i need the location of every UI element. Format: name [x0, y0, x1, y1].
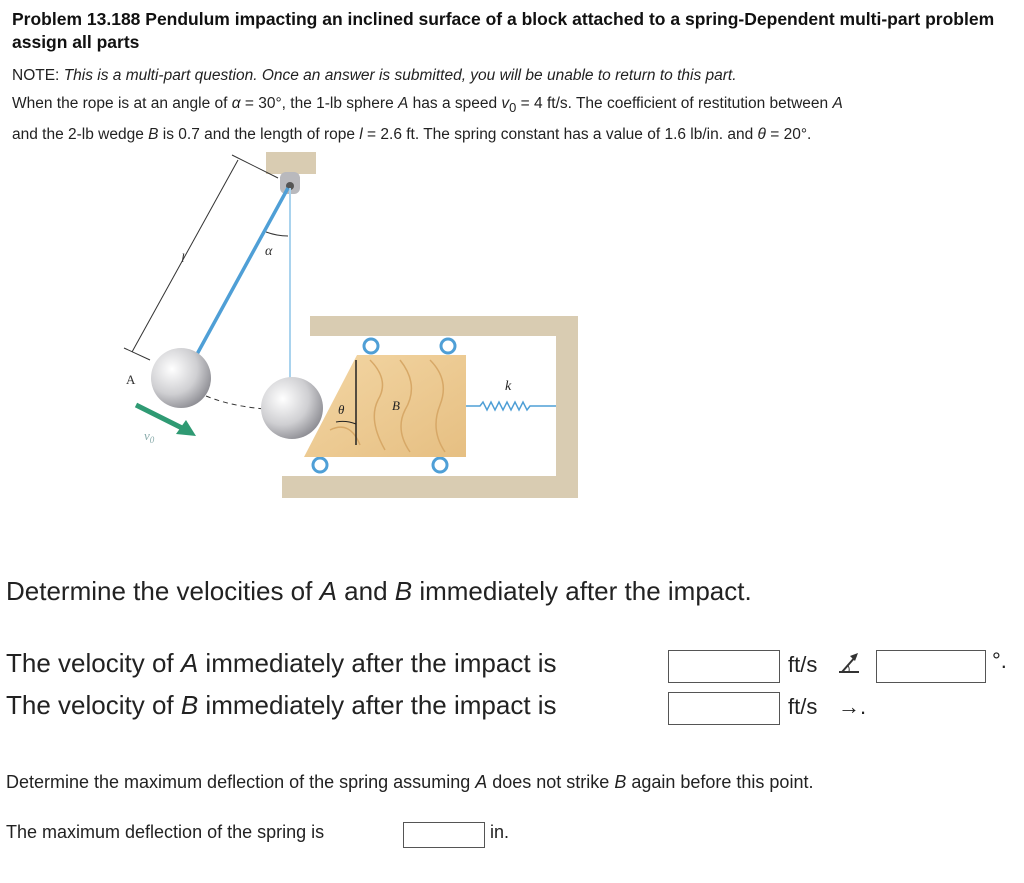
note-line [12, 67, 1012, 85]
note-text: This is a multi-part question. Once an answer is submitted, you will be unable to return to this part. [63, 67, 737, 84]
wheel-top-left [364, 339, 378, 353]
sphere-a [151, 348, 211, 408]
length-symbol: l [359, 126, 363, 144]
velocity-b-input[interactable] [668, 692, 780, 725]
question-text: immediately after the impact. [412, 576, 752, 606]
question-text: again before this point. [626, 772, 814, 792]
problem-statement [12, 90, 1012, 148]
length-dimension-line [132, 160, 238, 352]
velocity-b-label [6, 690, 557, 721]
statement-text: = 20°. [765, 126, 812, 144]
label-text: immediately after the impact is [198, 690, 557, 720]
statement-text: and the 2-lb wedge [12, 126, 149, 144]
v0-label: $v_0$ [144, 428, 155, 445]
deflection-unit: in. [490, 822, 510, 842]
statement-text: has a speed [408, 95, 502, 112]
velocity-arrow [136, 405, 182, 428]
statement-text: is 0.7 and the length of rope [158, 126, 360, 144]
part2-question [6, 772, 813, 793]
v0-subscript: 0 [509, 100, 517, 116]
label-text: The velocity of [6, 648, 181, 678]
deflection-label: The maximum deflection of the spring is [6, 822, 325, 842]
wedge-b-symbol: B [614, 772, 627, 792]
length-label: l [181, 250, 185, 265]
part1-question [6, 576, 752, 607]
deflection-input[interactable] [403, 822, 485, 848]
statement-text: = 30°, the 1-lb sphere [240, 95, 398, 112]
sphere-a-label: A [126, 372, 136, 387]
wedge-b-symbol: B [394, 576, 413, 606]
angle-direction-icon [836, 650, 862, 682]
sphere-a-symbol: A [475, 772, 488, 792]
wedge-b-label: B [392, 398, 400, 413]
theta-label: θ [338, 402, 345, 417]
v0-symbol: v [501, 95, 510, 112]
sphere-a-symbol: A [319, 576, 337, 606]
alpha-arc [266, 232, 288, 236]
wedge-b-symbol: B [180, 690, 199, 720]
statement-text: = 4 ft/s. The coefficient of restitution between [516, 95, 833, 112]
note-label: NOTE: [12, 67, 60, 84]
velocity-a-input[interactable] [668, 650, 780, 683]
statement-text: When the rope is at an angle of [12, 95, 232, 112]
velocity-a-unit: ft/s [788, 652, 818, 677]
rope-angled [196, 188, 288, 356]
length-tick-bottom [124, 348, 150, 360]
wedge-b [304, 355, 466, 457]
question-text: and [336, 576, 395, 606]
theta-symbol: θ [757, 126, 766, 144]
velocity-a-label [6, 648, 557, 679]
sphere-a-symbol: A [832, 95, 843, 112]
wheel-bottom-right [433, 458, 447, 472]
spring-k-label: k [505, 379, 512, 394]
wedge-b-symbol: B [148, 126, 159, 144]
alpha-label: α [265, 244, 273, 259]
question-text: Determine the velocities of [6, 576, 320, 606]
sphere-impact [261, 377, 323, 439]
statement-text: = 2.6 ft. The spring constant has a value of 1.6 lb/in. and [362, 126, 758, 144]
degree-unit: °. [992, 648, 1007, 673]
velocity-b-unit: ft/s [788, 694, 818, 719]
velocity-a-angle-input[interactable] [876, 650, 986, 683]
sphere-a-symbol: A [180, 648, 199, 678]
label-text: immediately after the impact is [198, 648, 557, 678]
wheel-top-right [441, 339, 455, 353]
alpha-symbol: α [231, 95, 241, 112]
question-text: does not strike [487, 772, 615, 792]
question-text: Determine the maximum deflection of the spring assuming [6, 772, 476, 792]
problem-title: Problem 13.188 Pendulum impacting an inclined surface of a block attached to a spring-Dependent multi-part problem assign all parts [12, 9, 995, 52]
right-arrow-icon: →. [838, 694, 867, 719]
sphere-a-symbol: A [398, 95, 409, 112]
ceiling-support [266, 152, 316, 174]
pendulum-figure [110, 145, 590, 505]
label-text: The velocity of [6, 690, 181, 720]
spring [466, 402, 556, 410]
wheel-bottom-left [313, 458, 327, 472]
